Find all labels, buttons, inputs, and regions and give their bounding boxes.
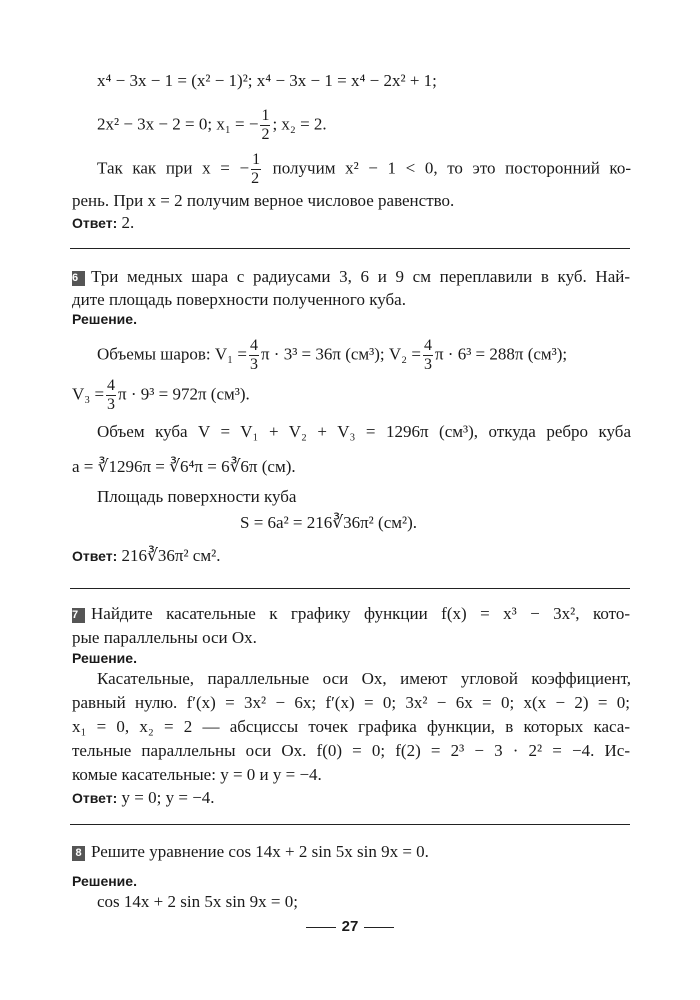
equation-text: a = ∛1296π = ∛6⁴π = 6∛6π (см). [72,457,296,476]
page-number-dash [306,927,336,928]
fraction-numerator: 1 [261,107,270,124]
equation-text: S = 6a² = 216∛36π² (см²). [240,513,418,532]
section-divider [70,824,630,825]
text-line [97,488,296,505]
equation-line [97,893,298,910]
text-line [72,766,322,783]
problem-title [72,605,630,623]
problem-number-badge: 8 [72,846,85,861]
answer-line [72,789,215,806]
body-text: Так как при x = − [97,158,250,178]
fraction [106,378,116,413]
problem-text: Решите уравнение cos 14x + 2 sin 5x sin 9x = 0. [91,842,429,861]
problem-title [72,291,406,308]
problem-title [72,268,630,286]
fraction-denominator: 2 [261,126,270,143]
section-divider [70,248,630,249]
problem-title [72,629,257,646]
fraction-numerator: 4 [423,337,432,354]
body-text: Объем куба V = V₁ + V₂ + V₃ = 1296π (см³), откуда ребро куба [97,422,631,441]
problem-number-badge: 6 [72,271,85,286]
text-line [72,742,630,759]
equation-line [72,378,250,413]
equation-text: ; x₂ = 2. [272,114,327,134]
fraction-numerator: 4 [249,337,258,354]
solution-label: Решение. [72,873,137,889]
body-text: тельные параллельны оси Ox. f(0) = 0; f(2) = 2³ − 3 · 2² = −4. Ис- [72,741,630,760]
equation-line [97,338,567,373]
fraction [260,108,270,143]
equation-line [240,514,417,531]
problem-title [72,843,429,861]
equation-text: π · 9³ = 972π (см³). [118,384,250,404]
text-line [97,423,631,440]
answer-value: y = 0; y = −4. [117,788,215,807]
text-line [97,152,631,187]
answer-line [72,547,220,564]
problem-text: Три медных шара с радиусами 3, 6 и 9 см переплавили в куб. Най- [91,267,630,286]
problem-number-badge: 7 [72,608,85,623]
body-text: рень. При x = 2 получим верное числовое равенство. [72,191,455,210]
problem-text: дите площадь поверхности полученного куба. [72,290,406,309]
fraction [249,338,259,373]
equation-line [72,458,296,475]
solution-label: Решение. [72,311,137,327]
answer-value: 2. [117,213,135,232]
answer-label: Ответ: [72,548,118,564]
equation-text: 2x² − 3x − 2 = 0; x₁ = − [97,114,259,134]
fraction-denominator: 2 [251,170,260,187]
fraction [251,152,261,187]
page-number-text: 27 [341,918,359,935]
body-text: Площадь поверхности куба [97,487,297,506]
text-line [72,718,630,735]
answer-value: 216∛36π² см². [117,546,221,565]
equation-text: π · 6³ = 288π (см³); [434,344,568,364]
fraction [423,338,433,373]
problem-text: Найдите касательные к графику функции f(x) = x³ − 3x², кото- [91,604,630,623]
text-line [72,694,630,711]
text-line [72,192,454,209]
body-text: Касательные, параллельные оси Ox, имеют угловой коэффициент, [97,669,631,688]
text-line [97,670,631,687]
section-divider [70,588,630,589]
fraction-denominator: 3 [249,356,258,373]
body-text: x₁ = 0, x₂ = 2 — абсциссы точек графика функции, в которых каса- [72,717,630,736]
body-text: комые касательные: y = 0 и y = −4. [72,765,322,784]
page-number-dash [364,927,394,928]
fraction-denominator: 3 [423,356,432,373]
equation-text: V₃ = [72,384,105,404]
equation-text: Объемы шаров: V₁ = [97,344,247,364]
equation-text: x⁴ − 3x − 1 = (x² − 1)²; x⁴ − 3x − 1 = x⁴ − 2x² + 1; [97,71,437,90]
fraction-denominator: 3 [107,396,116,413]
equation-text: π · 3³ = 36π (см³); V₂ = [260,344,421,364]
solution-label: Решение. [72,650,137,666]
page-number [0,918,700,935]
answer-line [72,214,134,231]
body-text: равный нулю. f′(x) = 3x² − 6x; f′(x) = 0; 3x² − 6x = 0; x(x − 2) = 0; [72,693,630,712]
answer-label: Ответ: [72,215,118,231]
equation-line [97,108,327,143]
equation-text: cos 14x + 2 sin 5x sin 9x = 0; [97,892,298,911]
fraction-numerator: 4 [107,377,116,394]
answer-label: Ответ: [72,790,118,806]
equation-line [97,72,437,89]
body-text: получим x² − 1 < 0, то это посторонний ко- [263,158,631,178]
fraction-numerator: 1 [252,151,261,168]
problem-text: рые параллельны оси Ox. [72,628,257,647]
